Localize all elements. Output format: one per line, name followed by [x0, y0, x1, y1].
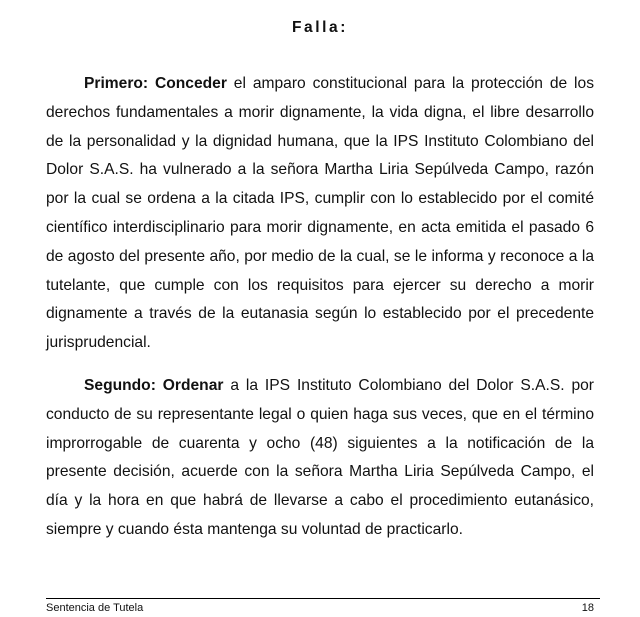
- paragraph-primero: [46, 70, 594, 358]
- footer-document-title: Sentencia de Tutela: [46, 602, 144, 614]
- paragraph-body: el amparo constitucional para la protección de los derechos fundamentales a morir dignamente, la vida digna, el libre desarrollo de la personalidad y la dignidad humana, que la IPS Instituto Colombiano del Dolor S.A.S. ha vulnerado a la señora Martha Liria Sepúlveda Campo, razón por la cual se ordena a la citada IPS, cumplir con lo establecido por el comité científico interdisciplinario para morir dignamente, en acta emitida el pasado 6 de agosto del presente año, por medio de la cual, se le informa y reconoce a la tutelante, que cumple con los requisitos para ejercer su derecho a morir dignamente a través de la eutanasia según lo establecido por el precedente jurisprudencial.: [46, 75, 594, 352]
- paragraph-lead: Primero: Conceder: [84, 75, 227, 92]
- paragraph-segundo: [46, 372, 594, 545]
- paragraph-lead: Segundo: Ordenar: [84, 377, 224, 394]
- footer-page-number: 18: [581, 602, 594, 614]
- section-heading: Falla:: [291, 19, 349, 36]
- footer-divider: [46, 598, 600, 599]
- paragraph-body: a la IPS Instituto Colombiano del Dolor S.A.S. por conducto de su representante legal o quien haga sus veces, que en el término improrrogable de cuarenta y ocho (48) siguientes a la notificación de la presente decisión, acuerde con la señora Martha Liria Sepúlveda Campo, el día y la hora en que habrá de llevarse a cabo el procedimiento eutanásico, siempre y cuando ésta mantenga su voluntad de practicarlo.: [46, 377, 595, 538]
